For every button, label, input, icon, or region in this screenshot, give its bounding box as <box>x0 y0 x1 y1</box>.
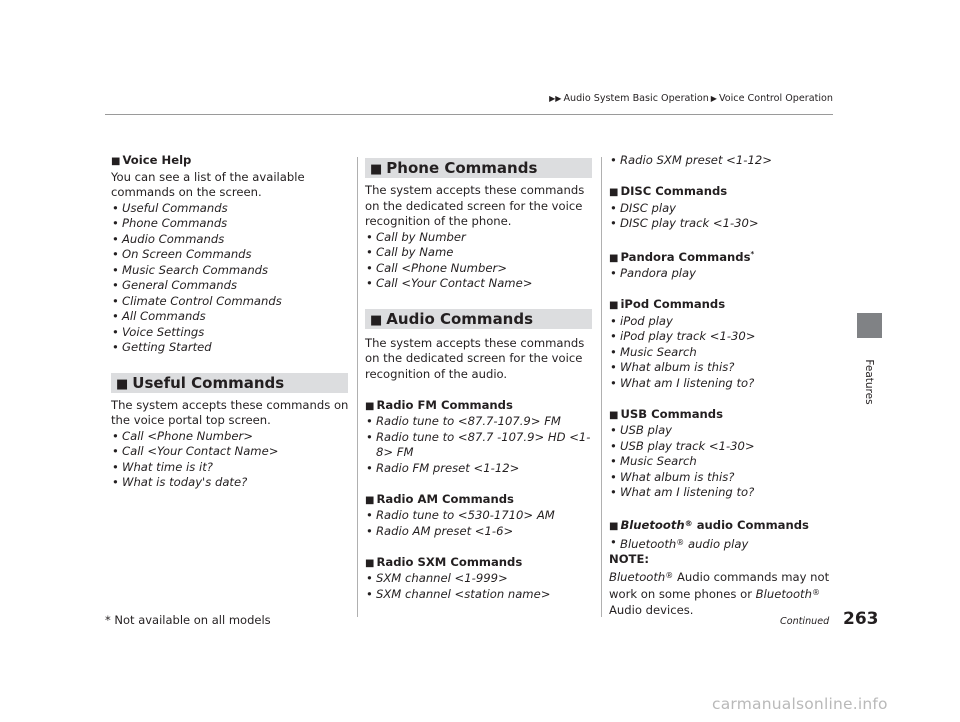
section-heading-text: Audio Commands <box>386 310 534 328</box>
subsection-title-usb <box>609 407 839 424</box>
subsection-title-text: Pandora Commands <box>620 249 751 264</box>
list-item: • USB play track <1-30> <box>609 439 839 455</box>
list-item: • Call <Your Contact Name> <box>111 444 351 460</box>
brand-name: Bluetooth <box>609 569 666 584</box>
footnote: * Not available on all models <box>105 613 271 627</box>
list-item: • Music Search <box>609 454 839 470</box>
page-number: 263 <box>843 609 879 629</box>
list-item-text: audio play <box>684 536 749 551</box>
subsection-title-text: audio Commands <box>692 518 809 533</box>
section-heading-text: Useful Commands <box>132 374 285 392</box>
list-item: • DISC play <box>609 201 839 217</box>
list-item: • Climate Control Commands <box>111 294 351 310</box>
spacer <box>365 539 595 555</box>
list-item: • Radio tune to <87.7 -107.9> HD <1-8> FM <box>365 430 595 461</box>
note-text <box>609 568 839 619</box>
subsection-title-text: iPod Commands <box>620 297 726 312</box>
list-item: • Radio AM preset <1-6> <box>365 524 595 540</box>
spacer <box>609 391 839 407</box>
continued-label: Continued <box>780 616 830 627</box>
command-list <box>111 201 351 356</box>
subsection-title-pandora <box>609 247 839 266</box>
paragraph: You can see a list of the available commands on the screen. <box>111 169 305 199</box>
list-item: • Pandora play <box>609 266 839 282</box>
spacer <box>609 169 839 185</box>
section-tab-label: Features <box>863 359 875 405</box>
breadcrumb-item: Audio System Basic Operation <box>563 93 709 104</box>
spacer <box>609 501 839 517</box>
note-label: NOTE: <box>609 552 650 567</box>
spacer <box>365 476 595 492</box>
square-bullet-icon: ■ <box>365 557 375 569</box>
list-item: • SXM channel <1-999> <box>365 571 595 587</box>
list-item: • What am I listening to? <box>609 485 839 501</box>
section-tab-marker <box>857 313 882 338</box>
command-list <box>609 201 839 232</box>
square-bullet-icon: ■ <box>609 187 619 198</box>
subsection-title-text: Radio AM Commands <box>376 491 514 506</box>
list-item: • Voice Settings <box>111 325 351 341</box>
column-divider <box>601 157 602 617</box>
list-item: • DISC play track <1-30> <box>609 216 839 232</box>
list-item: • Music Search <box>609 345 839 361</box>
note-text-part: Audio devices. <box>609 602 694 617</box>
subsection-title-voice-help <box>111 153 351 170</box>
list-item: • Radio SXM preset <1-12> <box>609 153 839 169</box>
column-left <box>111 153 351 491</box>
subsection-title-text: USB Commands <box>620 406 724 421</box>
triangle-icon: ▶▶ <box>549 94 562 103</box>
footnote-marker: * <box>750 250 755 258</box>
spacer <box>365 382 595 398</box>
list-item: • iPod play <box>609 314 839 330</box>
list-item: • Call by Number <box>365 230 595 246</box>
breadcrumb <box>460 93 833 104</box>
subsection-title-radio-sxm <box>365 555 595 572</box>
list-item: • What am I listening to? <box>609 376 839 392</box>
list-item: • Call <Phone Number> <box>111 429 351 445</box>
column-divider-footer <box>357 607 358 617</box>
subsection-title-ipod <box>609 297 839 314</box>
subsection-title-bluetooth <box>609 516 839 535</box>
square-bullet-icon: ■ <box>609 521 619 533</box>
square-bullet-icon: ■ <box>609 300 619 312</box>
list-item: • Call by Name <box>365 245 595 261</box>
brand-name: Bluetooth <box>755 587 812 602</box>
brand-name: Bluetooth <box>620 518 685 533</box>
list-item: • Music Search Commands <box>111 263 351 279</box>
note-text-part: Audio commands may not work on some phones or <box>609 569 830 602</box>
list-item: • Radio tune to <530-1710> AM <box>365 508 595 524</box>
list-item: • What album is this? <box>609 360 839 376</box>
subsection-title-disc <box>609 184 839 201</box>
spacer <box>609 232 839 248</box>
list-item: • Radio FM preset <1-12> <box>365 461 595 477</box>
watermark: carmanualsonline.info <box>712 695 888 713</box>
spacer <box>609 282 839 298</box>
subsection-title-text: DISC Commands <box>620 184 728 198</box>
registered-mark: ® <box>811 588 820 598</box>
square-bullet-icon: ■ <box>111 156 121 167</box>
registered-mark: ® <box>665 570 674 580</box>
subsection-title-text: Voice Help <box>122 153 192 167</box>
brand-name: Bluetooth <box>620 536 677 551</box>
spacer <box>365 292 595 336</box>
list-item: • General Commands <box>111 278 351 294</box>
command-list <box>365 230 595 292</box>
list-item: • Call <Your Contact Name> <box>365 276 595 292</box>
square-bullet-icon: ■ <box>370 162 383 177</box>
square-bullet-icon: ■ <box>365 400 375 412</box>
list-item: • What album is this? <box>609 470 839 486</box>
triangle-icon: ▶ <box>710 94 717 103</box>
column-middle <box>365 183 595 602</box>
list-item: • Getting Started <box>111 340 351 356</box>
command-list <box>365 414 595 476</box>
column-divider <box>357 157 358 617</box>
square-bullet-icon: ■ <box>116 377 129 392</box>
subsection-title-radio-am <box>365 492 595 509</box>
command-list <box>365 508 595 539</box>
command-list <box>609 314 839 392</box>
subsection-title-text: Radio SXM Commands <box>376 554 523 569</box>
list-item: • What is today's date? <box>111 475 351 491</box>
command-list <box>365 571 595 602</box>
list-item: • Call <Phone Number> <box>365 261 595 277</box>
list-item: • On Screen Commands <box>111 247 351 263</box>
registered-mark: ® <box>684 519 693 529</box>
spacer <box>111 356 351 398</box>
list-item: • Phone Commands <box>111 216 351 232</box>
list-item: • USB play <box>609 423 839 439</box>
command-list <box>111 429 351 491</box>
command-list <box>609 266 839 282</box>
list-item: • iPod play track <1-30> <box>609 329 839 345</box>
list-item: • Audio Commands <box>111 232 351 248</box>
subsection-title-radio-fm <box>365 398 595 415</box>
command-list <box>609 153 839 169</box>
registered-mark: ® <box>676 537 685 547</box>
breadcrumb-item: Voice Control Operation <box>718 93 833 104</box>
list-item: • What time is it? <box>111 460 351 476</box>
list-item: • Radio tune to <87.7-107.9> FM <box>365 414 595 430</box>
list-item: • All Commands <box>111 309 351 325</box>
paragraph: The system accepts these commands on the voice portal top screen. <box>111 397 349 427</box>
square-bullet-icon: ■ <box>370 313 383 328</box>
command-list <box>609 535 839 553</box>
list-item <box>609 535 839 553</box>
section-heading-phone-commands <box>365 158 592 178</box>
paragraph: The system accepts these commands on the dedicated screen for the voice recognition of the audio. <box>365 335 585 381</box>
subsection-title-text: Radio FM Commands <box>376 397 513 412</box>
column-right <box>609 153 839 618</box>
section-heading-text: Phone Commands <box>386 159 538 177</box>
square-bullet-icon: ■ <box>609 252 619 264</box>
square-bullet-icon: ■ <box>609 409 619 421</box>
command-list <box>609 423 839 501</box>
list-item: • Useful Commands <box>111 201 351 217</box>
square-bullet-icon: ■ <box>365 494 375 506</box>
paragraph: The system accepts these commands on the dedicated screen for the voice recognition of the phone. <box>365 183 585 228</box>
header-divider <box>105 114 833 115</box>
list-item: • SXM channel <station name> <box>365 587 595 603</box>
